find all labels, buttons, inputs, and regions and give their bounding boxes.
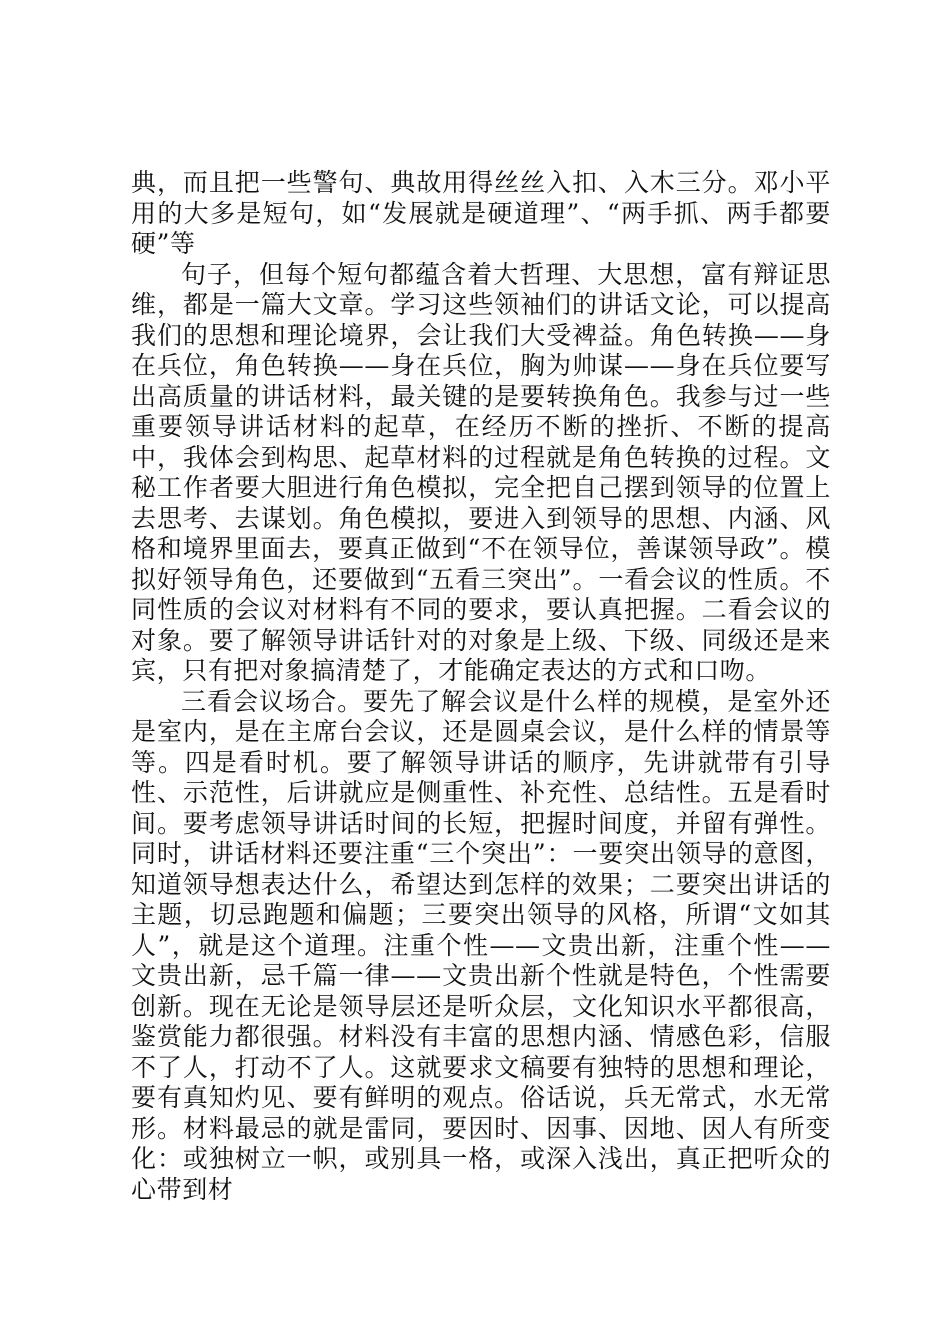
paragraph-1: 典，而且把一些警句、典故用得丝丝入扣、入木三分。邓小平用的大多是短句，如“发展就是硬道理”、“两手抓、两手都要硬”等 <box>131 168 831 258</box>
paragraph-2: 句子，但每个短句都蕴含着大哲理、大思想，富有辩证思维，都是一篇大文章。学习这些领袖们的讲话文论，可以提高我们的思想和理论境界，会让我们大受裨益。角色转换——身在兵位，角色转换——身在兵位，胸为帅谋——身在兵位要写出高质量的讲话材料，最关键的是要转换角色。我参与过一些重要领导讲话材料的起草，在经历不断的挫折、不断的提高中，我体会到构思、起草材料的过程就是角色转换的过程。文秘工作者要大胆进行角色模拟，完全把自己摆到领导的位置上去思考、去谋划。角色模拟，要进入到领导的思想、内涵、风格和境界里面去，要真正做到“不在领导位，善谋领导政”。模拟好领导角色，还要做到“五看三突出”。一看会议的性质。不同性质的会议对材料有不同的要求，要认真把握。二看会议的对象。要了解领导讲话针对的对象是上级、下级、同级还是来宾，只有把对象搞清楚了，才能确定表达的方式和口吻。 <box>131 259 831 685</box>
paragraph-3: 三看会议场合。要先了解会议是什么样的规模，是室外还是室内，是在主席台会议，还是圆桌会议，是什么样的情景等等。四是看时机。要了解领导讲话的顺序，先讲就带有引导性、示范性，后讲就应是侧重性、补充性、总结性。五是看时间。要考虑领导讲话时间的长短，把握时间度，并留有弹性。同时，讲话材料还要注重“三个突出”：一要突出领导的意图，知道领导想表达什么，希望达到怎样的效果；二要突出讲话的主题，切忌跑题和偏题；三要突出领导的风格，所谓“文如其人”，就是这个道理。注重个性——文贵出新，注重个性——文贵出新，忌千篇一律——文贵出新个性就是特色，个性需要创新。现在无论是领导层还是听众层，文化知识水平都很高，鉴赏能力都很强。材料没有丰富的思想内涵、情感色彩，信服不了人，打动不了人。这就要求文稿要有独特的思想和理论，要有真知灼见、要有鲜明的观点。俗话说，兵无常式，水无常形。材料最忌的就是雷同，要因时、因事、因地、因人有所变化：或独树立一帜，或别具一格，或深入浅出，真正把听众的心带到材 <box>131 686 831 1204</box>
body-text <box>131 168 831 1205</box>
